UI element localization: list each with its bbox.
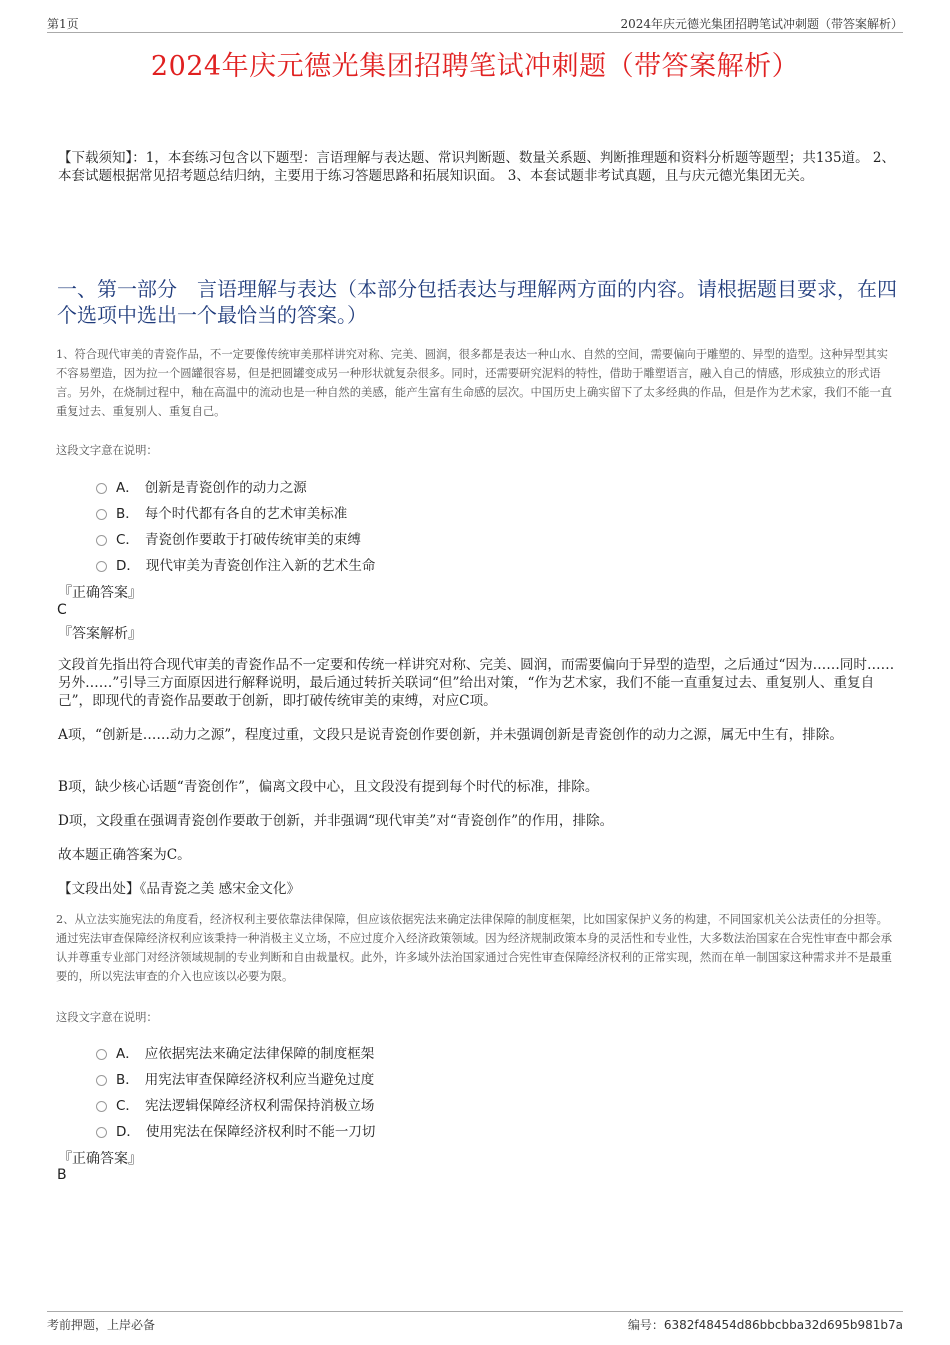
question-1-text: 1、符合现代审美的青瓷作品，不一定要像传统审美那样讲究对称、完美、圆润，很多都是表达一种山水、自然的空间，需要偏向于雕塑的、异型的造型。这种异型其实不容易塑造，因为拉一个圆罐很容易，但是把圆罐变成另一种形状就复杂很多。同时，还需要研究泥料的特性，借助于雕塑语言，融入自己的情感，形成独立的形式语言。另外，在烧制过程中，釉在高温中的流动也是一种自然的美感，能产生富有生命感的层次。中国历史上确实留下了太多经典的作品，但是作为艺术家，我们不能一直重复过去、重复别人、重复自己。 (56, 348, 892, 418)
document-code (628, 1316, 903, 1333)
question-1-option-a[interactable]: A． 创新是青瓷创作的动力之源 (96, 473, 375, 499)
passage-source: 【文段出处】《品青瓷之美 感宋金文化》 (58, 881, 301, 897)
correct-answer: B (57, 1167, 67, 1183)
correct-answer: C (57, 602, 67, 618)
question-1-option-c[interactable]: C． 青瓷创作要敢于打破传统审美的束缚 (96, 525, 375, 551)
question-2-text: 2、从立法实施宪法的角度看，经济权利主要依靠法律保障，但应该依据宪法来确定法律保障的制度框架，比如国家保护义务的构建，不同国家机关公法责任的分担等。通过宪法审查保障经济权利应该秉持一种消极主义立场，不应过度介入经济政策领域。因为经济规制政策本身的灵活性和专业性，大多数法治国家在合宪性审查中都会承认并尊重专业部门对经济领域规制的专业判断和自由裁量权。此外，许多域外法治国家通过合宪性审查保障经济权利的正常实现，然而在单一制国家这种需求并不是最重要的，所以宪法审查的介入也应该以必要为限。 (56, 913, 892, 983)
question-1-options (96, 473, 375, 577)
code-label: 编号： (627, 1318, 664, 1332)
code-value: 6382f48454d86bbcbba32d695b981b7a (663, 1318, 903, 1332)
analysis-paragraph: D项，文段重在强调青瓷创作要敢于创新，并非强调“现代审美”对“青瓷创作”的作用，排除。 (58, 813, 614, 829)
radio-button[interactable] (96, 1101, 107, 1112)
correct-answer-label: 『正确答案』 (58, 585, 142, 601)
footer-slogan: 考前押题，上岸必备 (47, 1318, 156, 1332)
question-2-prompt: 这段文字意在说明： (56, 1011, 158, 1024)
section-title: 一、第一部分 言语理解与表达（本部分包括表达与理解两方面的内容。请根据题目要求，在四个选项中选出一个最恰当的答案。） (57, 277, 897, 327)
radio-button[interactable] (96, 509, 107, 520)
radio-button[interactable] (96, 1075, 107, 1086)
download-notice: 【下载须知】：1，本套练习包含以下题型：言语理解与表达题、常识判断题、数量关系题、判断推理题和资料分析题等题型；共135道。 2、本套试题根据常见招考题总结归纳，主要用于练习答题思路和拓展知识面。 3、本套试题非考试真题，且与庆元德光集团无关。 (58, 150, 895, 184)
radio-button[interactable] (96, 1127, 107, 1138)
radio-button[interactable] (96, 535, 107, 546)
page-header (47, 14, 903, 33)
radio-button[interactable] (96, 483, 107, 494)
radio-button[interactable] (96, 1049, 107, 1060)
page-number: 第1页 (47, 17, 79, 31)
question-2-options (96, 1039, 375, 1143)
header-doc-title: 2024年庆元德光集团招聘笔试冲刺题（带答案解析） (620, 17, 903, 31)
analysis-paragraph: A项，“创新是……动力之源”，程度过重，文段只是说青瓷创作要创新，并未强调创新是青瓷创作的动力之源，属无中生有，排除。 (58, 727, 843, 743)
question-2-option-a[interactable]: A． 应依据宪法来确定法律保障的制度框架 (96, 1039, 375, 1065)
document-title: 2024年庆元德光集团招聘笔试冲刺题（带答案解析） (150, 51, 800, 82)
analysis-paragraph: 文段首先指出符合现代审美的青瓷作品不一定要和传统一样讲究对称、完美、圆润，而需要偏向于异型的造型，之后通过“因为……同时……另外……”引导三方面原因进行解释说明，最后通过转折关联词“但”给出对策，“作为艺术家，我们不能一直重复过去、重复别人、重复自己”，即现代的青瓷作品要敢于创新，即打破传统审美的束缚，对应C项。 (58, 657, 895, 709)
analysis-paragraph: B项，缺少核心话题“青瓷创作”，偏离文段中心，且文段没有提到每个时代的标准，排除。 (58, 779, 599, 795)
radio-button[interactable] (96, 561, 107, 572)
question-1-option-b[interactable]: B． 每个时代都有各自的艺术审美标准 (96, 499, 375, 525)
question-1-prompt: 这段文字意在说明： (56, 444, 158, 457)
analysis-label: 『答案解析』 (58, 626, 142, 642)
correct-answer-label: 『正确答案』 (58, 1151, 142, 1167)
question-2-option-c[interactable]: C． 宪法逻辑保障经济权利需保持消极立场 (96, 1091, 375, 1117)
question-1-option-d[interactable]: D． 现代审美为青瓷创作注入新的艺术生命 (96, 551, 375, 577)
question-2-option-b[interactable]: B． 用宪法审查保障经济权利应当避免过度 (96, 1065, 375, 1091)
analysis-conclusion: 故本题正确答案为C。 (58, 847, 191, 863)
question-2-option-d[interactable]: D． 使用宪法在保障经济权利时不能一刀切 (96, 1117, 375, 1143)
page-footer (47, 1311, 903, 1332)
